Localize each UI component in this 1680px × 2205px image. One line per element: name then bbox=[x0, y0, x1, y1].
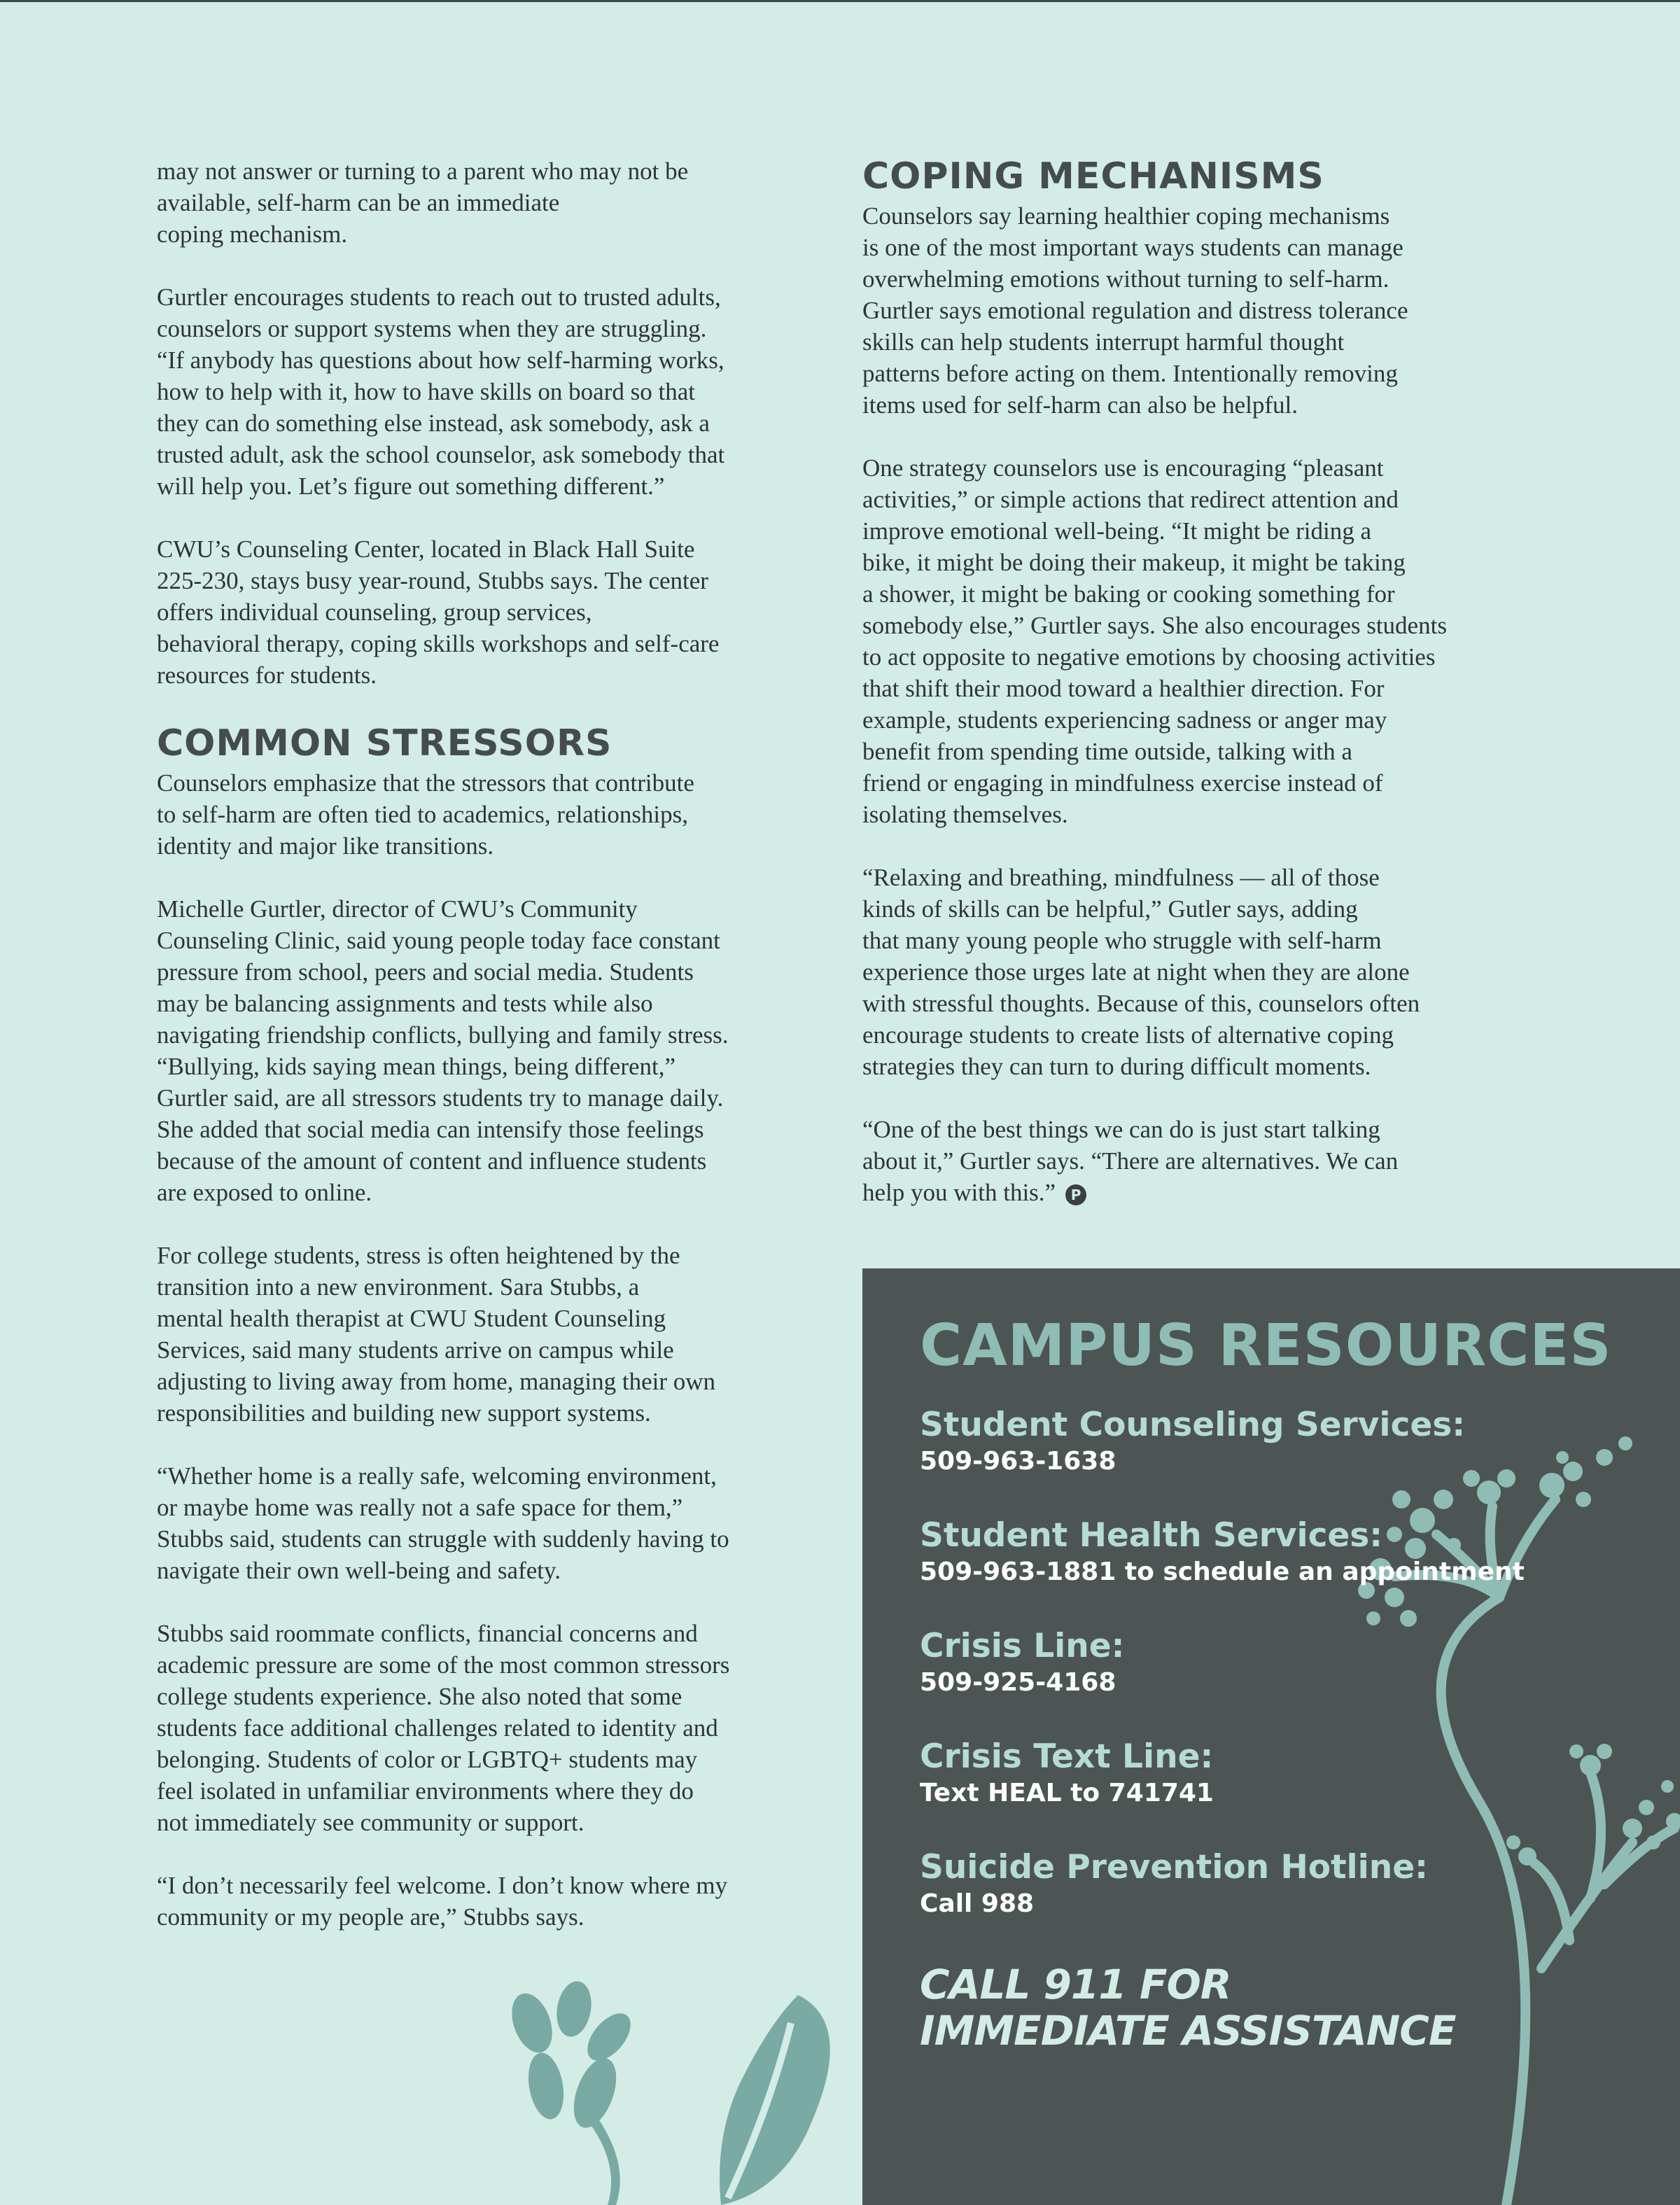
article-paragraph-final bbox=[862, 1114, 1534, 1208]
article-paragraph: Michelle Gurtler, director of CWU’s Community Counseling Clinic, said young people today face constant pressure from school, peers and social media. Students may be balancing assignments and tests while also navigating friendship conflicts, bullying and family stress. “Bullying, kids saying mean things, being different,” Gurtler said, are all stressors students try to manage daily. She added that social media can intensify those feelings because of the amount of content and influence students are exposed to online. bbox=[157, 895, 729, 1206]
article-paragraph: may not answer or turning to a parent who may not be available, self-harm can be an immediate coping mechanism. bbox=[157, 158, 689, 248]
resource-label: Crisis Line: bbox=[920, 1627, 1125, 1665]
resource-value: 509-963-1638 bbox=[920, 1447, 1116, 1476]
article-paragraph: Counselors emphasize that the stressors that contribute to self-harm are often tied to academics, relationships, identity and major like transitions. bbox=[157, 769, 694, 860]
end-mark-icon: P bbox=[1065, 1184, 1086, 1205]
section-heading-coping-mechanisms: COPING MECHANISMS bbox=[862, 155, 1324, 197]
campus-resources-box bbox=[862, 1268, 1680, 2205]
resource-suicide-prevention bbox=[920, 1848, 1428, 1921]
article-paragraph: “I don’t necessarily feel welcome. I don’t know where my community or my people are,” Stubbs says. bbox=[157, 1872, 728, 1931]
campus-resources-title: CAMPUS RESOURCES bbox=[920, 1312, 1612, 1379]
article-paragraph: Stubbs said roommate conflicts, financial concerns and academic pressure are some of the most common stressors college students experience. She also noted that some students face additional challenges related to identity and belonging. Students of color or LGBTQ+ students may feel isolated in unfamiliar environments where they do not immediately see community or support. bbox=[157, 1620, 730, 1836]
resource-label: Student Health Services: bbox=[920, 1516, 1383, 1555]
resource-student-counseling bbox=[920, 1406, 1465, 1478]
article-paragraph: CWU’s Counseling Center, located in Black Hall Suite 225-230, stays busy year-round, Stubbs says. The center offers individual counseling, group services, behavioral therapy, coping skills workshops and self-care resources for students. bbox=[157, 536, 720, 689]
article-paragraph: Counselors say learning healthier coping mechanisms is one of the most important ways students can manage overwhelming emotions without turning to self-harm. Gurtler says emotional regulation and distress tolerance skills can help students interrupt harmful thought patterns before acting on them. Intentionally removing items used for self-harm can also be helpful. bbox=[862, 202, 1408, 419]
resource-label: Suicide Prevention Hotline: bbox=[920, 1848, 1428, 1886]
final-paragraph-text: “One of the best things we can do is just start talking about it,” Gurtler says. “There are alternatives. We can help you with this.” bbox=[862, 1116, 1399, 1206]
article-paragraph: One strategy counselors use is encouraging “pleasant activities,” or simple actions that redirect attention and improve emotional well-being. “It might be riding a bike, it might be doing their makeup, it might be taking a shower, it might be baking or cooking something for somebody else,” Gurtler says. She also encourages students to act opposite to negative emotions by choosing activities that shift their mood toward a healthier direction. For example, students experiencing sadness or anger may benefit from spending time outside, talking with a friend or engaging in mindfulness exercise instead of isolating themselves. bbox=[862, 454, 1447, 828]
resource-label: Crisis Text Line: bbox=[920, 1737, 1214, 1776]
article-paragraph: “Whether home is a really safe, welcoming environment, or maybe home was really not a safe space for them,” Stubbs said, students can struggle with suddenly having to navigate their own well-being and safety. bbox=[157, 1462, 729, 1584]
resource-crisis-text-line bbox=[920, 1737, 1214, 1810]
article-paragraph: For college students, stress is often heightened by the transition into a new environment. Sara Stubbs, a mental health therapist at CWU Student Counseling Services, said many students arrive on campus while adjusting to living away from home, managing their own responsibilities and building new support systems. bbox=[157, 1242, 716, 1427]
call-911-notice: CALL 911 FOR IMMEDIATE ASSISTANCE bbox=[920, 1961, 1456, 2054]
left-column bbox=[157, 155, 829, 1964]
top-rule bbox=[0, 0, 1680, 2]
section-heading-common-stressors: COMMON STRESSORS bbox=[157, 722, 612, 764]
resource-value: Text HEAL to 741741 bbox=[920, 1779, 1214, 1807]
article-paragraph: “Relaxing and breathing, mindfulness — all of those kinds of skills can be helpful,” Gutler says, adding that many young people who struggle with self-harm experience those urges late at night when they are alone with stressful thoughts. Because of this, counselors often encourage students to create lists of alternative coping strategies they can turn to during difficult moments. bbox=[862, 864, 1420, 1080]
resource-value: 509-963-1881 to schedule an appointment bbox=[920, 1558, 1525, 1586]
leaf-illustration-icon bbox=[490, 1981, 854, 2205]
resource-student-health bbox=[920, 1516, 1525, 1589]
article-paragraph: Gurtler encourages students to reach out to trusted adults, counselors or support systems when they are struggling. “If anybody has questions about how self-harming works, how to help with it, how to have skills on board so that they can do something else instead, ask somebody, ask a trusted adult, ask the school counselor, ask somebody that will help you. Let’s figure out something different.” bbox=[157, 284, 725, 500]
resource-label: Student Counseling Services: bbox=[920, 1406, 1465, 1444]
right-column bbox=[862, 155, 1534, 1240]
resource-value: Call 988 bbox=[920, 1889, 1035, 1918]
resource-crisis-line bbox=[920, 1627, 1124, 1700]
resource-value: 509-925-4168 bbox=[920, 1668, 1116, 1697]
